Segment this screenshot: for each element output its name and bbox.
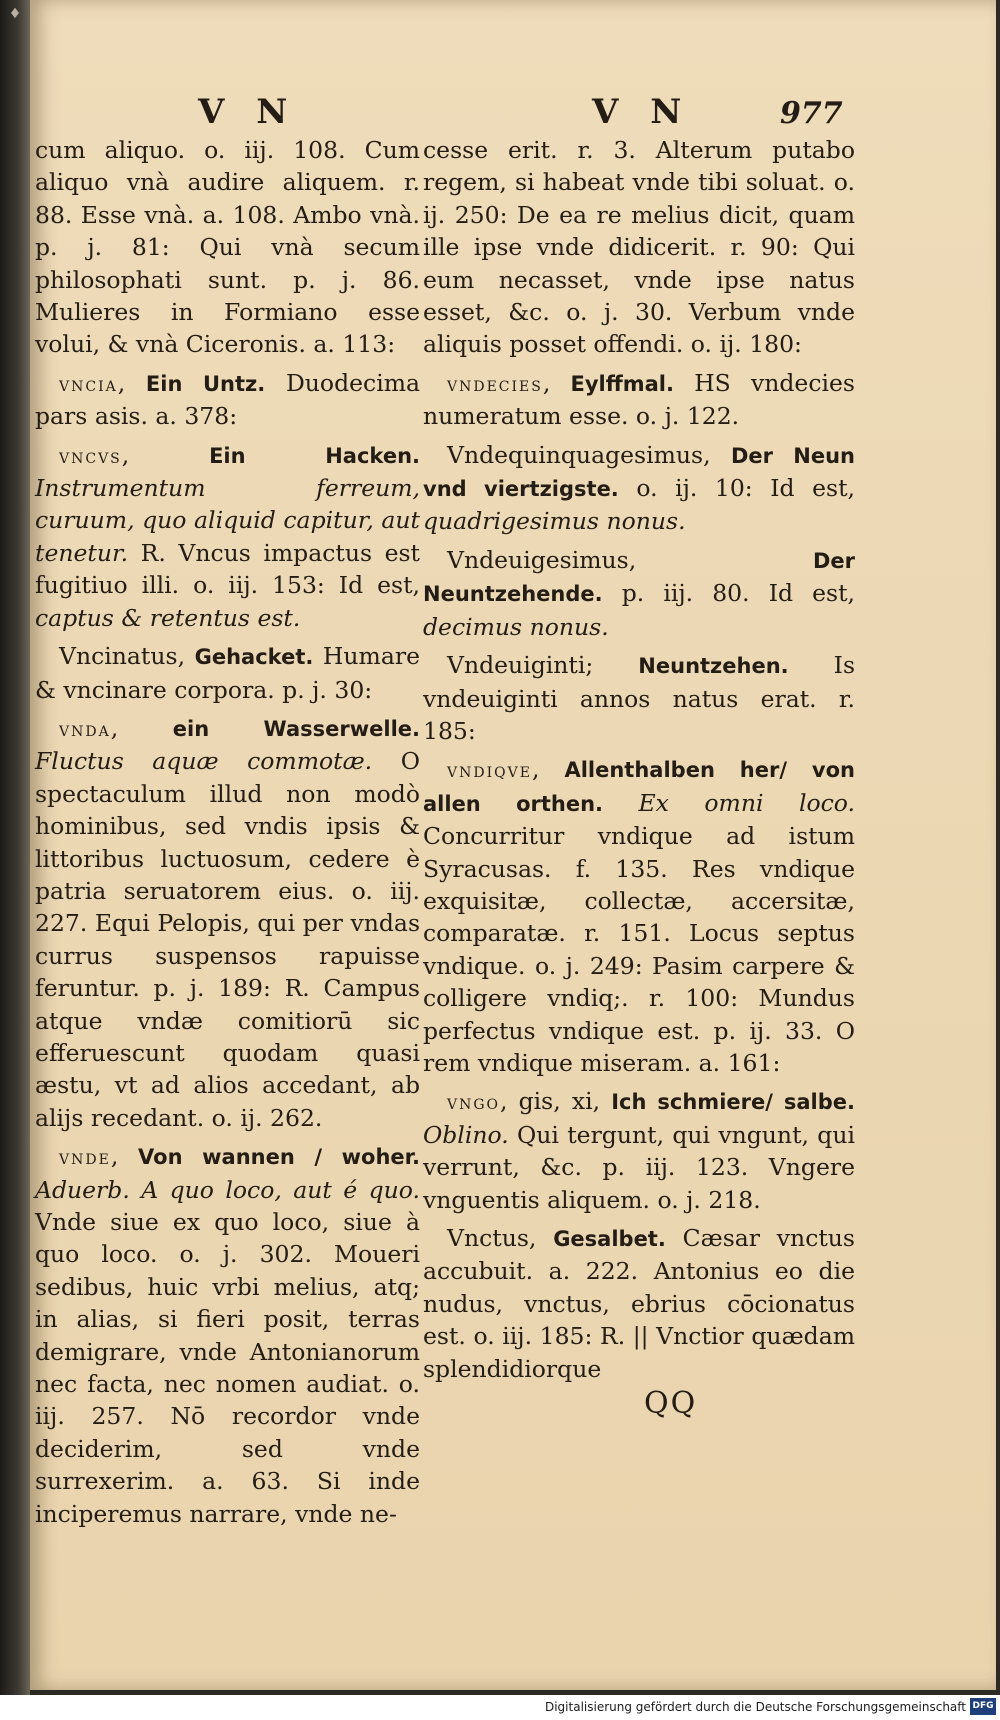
entry-unda: vnda, ein Wasserwelle. Fluctus aquæ commotæ. O spectaculum illud non modò hominibus, sed vndis ipsis & littoribus luctuosum, cedere è patria seruatorem eius. o. iij. 227. Equi Pelopis, qui per vndas currus suspensos rapuisse feruntur. p. j. 189: R. Campus atque vndæ comitiorū sic efferuescunt quodam quasi æstu, vt ad alios accedant, ab alijs recedant. o. ij. 262. [35,713,420,1132]
headword: Vndequinquagesimus, [447,440,711,469]
german-gloss: ein Wasserwelle. [172,716,420,741]
headword: Vnctus, [447,1224,537,1252]
entry-text: Humare & vncinare corpora. p. j. 30: [35,642,420,704]
headword: Vndeuiginti; [447,651,594,680]
entry-undequinquagesimus [423,439,855,538]
entry-continuation: cesse erit. r. 3. Alterum putabo regem, si habeat vnde tibi soluat. o. ij. 250: De ea re melius dicit, quam ille ipse vnde didicerit. r. 90: Qui eum necasset, vnde ipse natus esset, &c. o. j. 30. Verbum vnde aliquis posset offendi. o. ij. 180: [423,136,855,359]
entry-undique: vndiqve, Allenthalben her/ von allen orthen. Ex omni loco. Concurritur vndique ad istum Syracusas. f. 135. Res vndique exquisitæ, collectæ, accersitæ, comparatæ. r. 151. Locus septus vndique. o. j. 249: Pasim carpere & colligere vndiq;. r. 100: Mundus perfectus vndique est. p. ij. 33. O rem vndique miseram. a. 161: [423,755,855,1077]
lemma: vndecies [447,371,543,396]
entry-text: Is vndeuiginti annos natus erat. r. 185: [423,651,855,745]
funding-credit: Digitalisierung gefördert durch die Deutsche Forschungsgemeinschaft [544,1700,966,1714]
entry-text: HS vndecies numeratum esse. o. j. 122. [423,368,855,431]
entry-text: O spectaculum illud non modò hominibus, sed vndis ipsis & littoribus luctuosum, cedere è patria seruatorem eius. o. iij. 227. Equi Pelopis, qui per vndas currus suspensos rapuisse feruntur. p. j. 189: R. Campus atque vndæ comitiorū sic efferuescunt quodam quasi æstu, vt ad alios accedant, ab alijs recedant. o. ij. 262. [35,747,420,1132]
entry-text: Qui tergunt, qui vngunt, qui verrunt, &c. p. iij. 123. Vngere vnguentis aliquem. o. j. 218. [423,1120,855,1214]
entry-uncus: vncvs, Ein Hacken. Instrumentum ferreum, curuum, quo aliquid capitur, aut tenetur. R. Vncus impactus est fugitiuo illi. o. iij. 153: Id est, captus & retentus est. [35,440,420,632]
binding-corner-icon: ♦ [8,6,22,22]
catchword: QQ [644,1386,698,1421]
entry-text: Cæsar vnctus accubuit. a. 222. Antonius eo die nudus, vnctus, ebrius cōcionatus est. o. iij. 185: R. || Vnctior quædam splendidiorque [423,1224,855,1383]
german-gloss: Gehacket. [194,645,314,670]
german-gloss: Neuntzehen. [638,654,789,679]
book-binding [0,0,30,1695]
footer-bar [0,1695,1000,1720]
page-number: 977 [780,96,843,131]
latin-definition: Ex omni loco. [638,788,855,817]
inflection: , gis, xi, [500,1087,601,1116]
german-gloss: Allenthalben her/ von allen orthen. [423,758,855,816]
lemma: vnda [59,716,111,741]
lemma: vnde [59,1145,111,1170]
entry-text: R. Vncus impactus est fugitiuo illi. o. iij. 153: Id est, [35,538,420,600]
german-gloss: Der Neun vnd viertzigste. [423,443,855,502]
latin-definition: Aduerb. A quo loco, aut é quo. [35,1175,420,1204]
lemma: vndiqve [447,758,532,783]
latin-definition: Instrumentum ferreum, curuum, quo aliquid capitur, aut tenetur. [35,474,420,567]
dfg-logo-icon: DFG [970,1698,996,1715]
lemma: vngo [447,1090,501,1115]
header-left: V N [198,92,298,132]
entry-undecies: vndecies, Eylffmal. HS vndecies numeratum esse. o. j. 122. [423,368,855,431]
latin-definition: decimus nonus. [423,612,609,641]
book-page [30,0,996,1690]
header-right: V N [592,92,692,132]
german-gloss: Ein Hacken. [209,443,420,468]
entry-uncinatus: Vncinatus, Gehacket. Humare & vncinare corpora. p. j. 30: [35,642,420,704]
entry-undeuiginti [423,649,855,747]
entry-text: o. ij. 10: Id est, [636,474,855,503]
entry-text: Vnde siue ex quo loco, siue à quo loco. o. j. 302. Moueri sedibus, huic vrbi melius, atq; in alias, si fieri posit, terras demigrare, vnde Antonianorum nec facta, nec nomen audiat. o. iij. 257. Nō recordor vnde deciderim, sed vnde surrexerim. a. 63. Si inde inciperemus narrare, vnde ne- [35,1208,420,1528]
lemma: vncvs [59,443,122,468]
entry-text: Duodecima pars asis. a. 378: [35,368,420,431]
headword: Vndeuigesimus, [447,545,637,574]
german-gloss: Der Neuntzehende. [423,548,855,607]
entry-continuation: cum aliquo. o. iij. 108. Cum aliquo vnà audire aliquem. r. 88. Esse vnà. a. 108. Ambo vnà. p. j. 81: Qui vnà secum philosophati sunt. p. j. 86. Mulieres in Formiano esse volui, & vnà Ciceronis. a. 113: [35,136,420,359]
entry-uncia: vncia, Ein Untz. Duodecima pars asis. a. 378: [35,368,420,431]
german-gloss: Eylffmal. [570,371,674,396]
entry-undeuigesimus [423,544,855,643]
entry-text: p. iij. 80. Id est, [621,579,855,608]
german-gloss: Ich schmiere/ salbe. [611,1090,855,1115]
latin-definition: Oblino. [423,1120,509,1149]
german-gloss: Gesalbet. [553,1227,666,1251]
german-gloss: Ein Untz. [145,371,266,396]
right-column [423,134,855,1385]
entry-text: Concurritur vndique ad istum Syracusas. f. 135. Res vndique exquisitæ, collectæ, accersitæ, comparatæ. r. 151. Locus septus vndique. o. j. 249: Pasim carpere & colligere vndiq;. r. 100: Mundus perfectus vndique est. p. ij. 33. O rem vndique miseram. a. 161: [423,822,855,1077]
latin-definition: captus & retentus est. [35,603,301,632]
latin-definition: Fluctus aquæ commotæ. [35,747,373,776]
entry-ungo [423,1085,855,1216]
left-column [35,134,420,1530]
entry-unde: vnde, Von wannen / woher. Aduerb. A quo loco, aut é quo. Vnde siue ex quo loco, siue à quo loco. o. j. 302. Moueri sedibus, huic vrbi melius, atq; in alias, si fieri posit, terras demigrare, vnde Antonianorum nec facta, nec nomen audiat. o. iij. 257. Nō recordor vnde deciderim, sed vnde surrexerim. a. 63. Si inde inciperemus narrare, vnde ne- [35,1142,420,1528]
entry-unctus [423,1222,855,1385]
german-gloss: Von wannen / woher. [138,1145,420,1170]
headword: Vncinatus [59,642,178,671]
lemma: vncia [59,371,118,396]
latin-definition: quadrigesimus nonus. [423,507,686,536]
